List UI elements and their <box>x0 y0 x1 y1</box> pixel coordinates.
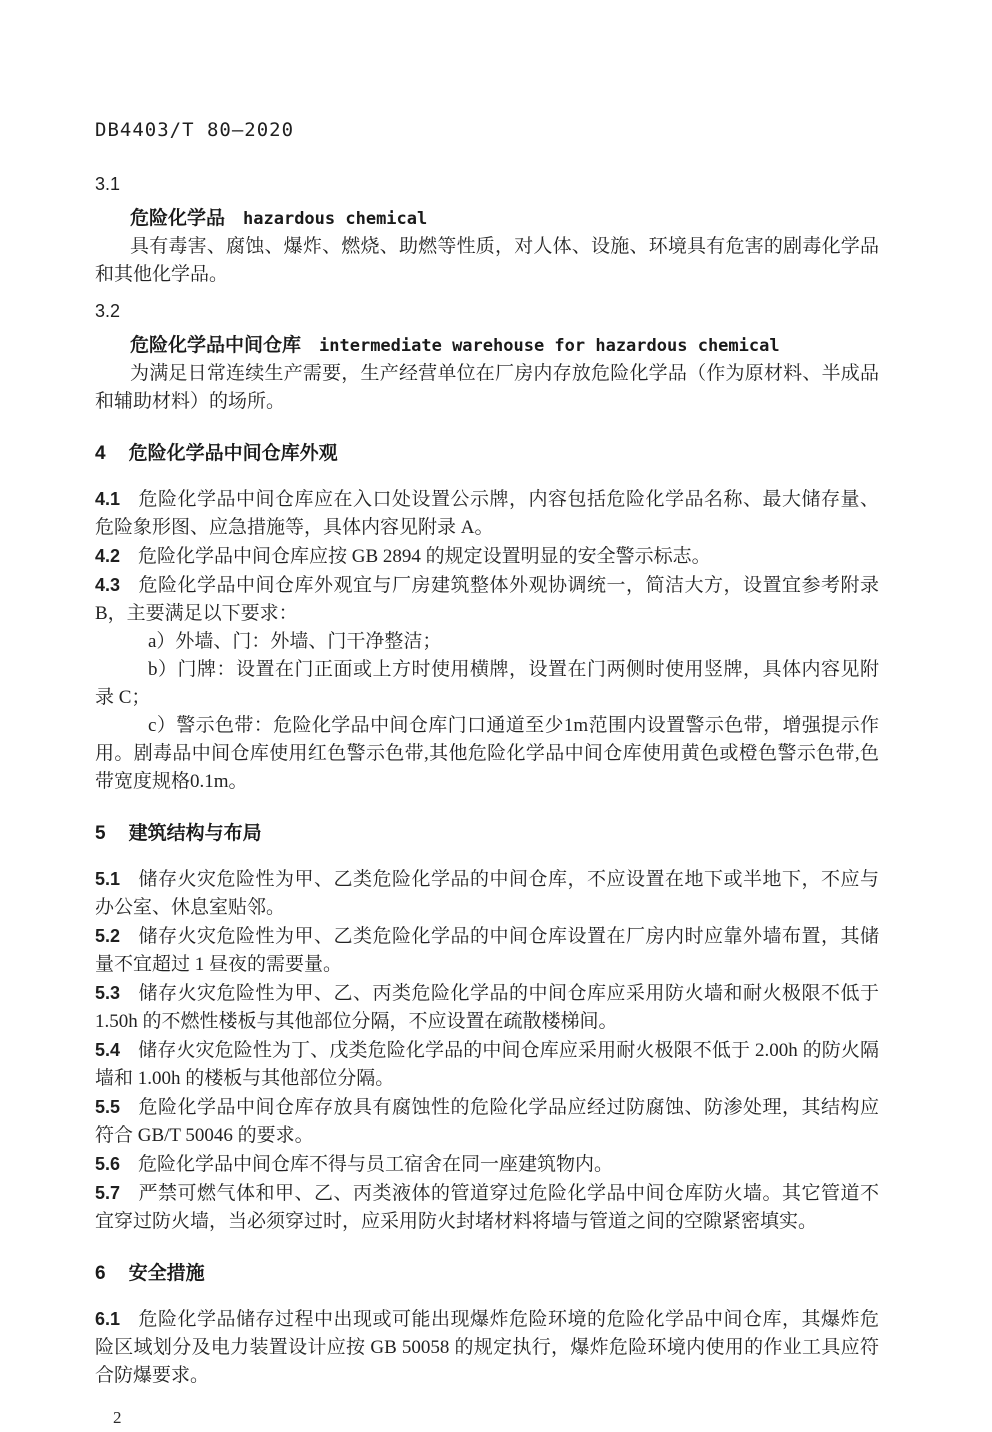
section-6 <box>95 1260 879 1390</box>
clause-5-3 <box>95 979 879 1036</box>
clause-text: 储存火灾危险性为丁、戊类危险化学品的中间仓库应采用耐火极限不低于 2.00h 的防火隔墙和 1.00h 的楼板与其他部位分隔。 <box>95 1040 879 1089</box>
clause-text: 储存火灾危险性为甲、乙类危险化学品的中间仓库设置在厂房内时应靠外墙布置，其储量不宜超过 1 昼夜的需要量。 <box>95 926 879 975</box>
clause-text: 危险化学品中间仓库不得与员工宿舍在同一座建筑物内。 <box>138 1154 614 1175</box>
term-title-3-1 <box>95 205 879 233</box>
term-definition-3-1: 具有毒害、腐蚀、爆炸、燃烧、助燃等性质，对人体、设施、环境具有危害的剧毒化学品和其他化学品。 <box>95 236 879 285</box>
term-zh: 危险化学品 <box>130 208 226 229</box>
clause-5-4 <box>95 1036 879 1093</box>
clause-text: 储存火灾危险性为甲、乙、丙类危险化学品的中间仓库应采用防火墙和耐火极限不低于 1.50h 的不燃性楼板与其他部位分隔，不应设置在疏散楼梯间。 <box>95 983 879 1032</box>
clause-number: 5.4 <box>95 1040 121 1060</box>
term-title-3-2 <box>95 332 879 360</box>
clause-5-1 <box>95 865 879 922</box>
section-4 <box>95 440 879 796</box>
document-code: DB4403/T 80—2020 <box>95 119 295 141</box>
term-number-3-2: 3.2 <box>95 301 121 321</box>
term-zh: 危险化学品中间仓库 <box>130 335 302 356</box>
terms-section <box>95 170 879 416</box>
section-title: 安全措施 <box>128 1263 205 1284</box>
page-number: 2 <box>113 1408 122 1427</box>
clause-number: 5.7 <box>95 1183 121 1203</box>
clause-number: 5.5 <box>95 1097 121 1117</box>
clause-text: 储存火灾危险性为甲、乙类危险化学品的中间仓库，不应设置在地下或半地下，不应与办公室、休息室贴邻。 <box>95 869 879 918</box>
section-5-heading <box>95 820 879 848</box>
clause-text: 危险化学品中间仓库外观宜与厂房建筑整体外观协调统一，简洁大方，设置宜参考附录 B，主要满足以下要求： <box>95 575 879 624</box>
clause-5-7 <box>95 1179 879 1236</box>
clause-number: 4.3 <box>95 575 121 595</box>
clause-text: 危险化学品中间仓库应在入口处设置公示牌，内容包括危险化学品名称、最大储存量、危险象形图、应急措施等，具体内容见附录 A。 <box>95 489 879 538</box>
clause-text: 严禁可燃气体和甲、乙、丙类液体的管道穿过危险化学品中间仓库防火墙。其它管道不宜穿过防火墙，当必须穿过时，应采用防火封堵材料将墙与管道之间的空隙紧密填实。 <box>95 1183 879 1232</box>
section-4-heading <box>95 440 879 468</box>
clause-6-1 <box>95 1305 879 1390</box>
clause-4-1 <box>95 485 879 542</box>
clause-number: 5.6 <box>95 1154 121 1174</box>
clause-number: 4.1 <box>95 489 121 509</box>
subitem-a: a）外墙、门：外墙、门干净整洁； <box>148 631 442 652</box>
term-en: intermediate warehouse for hazardous chemical <box>319 336 780 356</box>
clause-number: 4.2 <box>95 546 121 566</box>
section-number: 5 <box>95 823 106 844</box>
clause-4-2 <box>95 542 879 571</box>
subitem-b: b）门牌：设置在门正面或上方时使用横牌，设置在门两侧时使用竖牌，具体内容见附录 C； <box>95 659 879 708</box>
clause-5-5 <box>95 1093 879 1150</box>
clause-number: 5.1 <box>95 869 121 889</box>
section-title: 建筑结构与布局 <box>128 823 262 844</box>
clause-5-2 <box>95 922 879 979</box>
clause-text: 危险化学品中间仓库应按 GB 2894 的规定设置明显的安全警示标志。 <box>138 546 711 567</box>
clause-number: 6.1 <box>95 1309 121 1329</box>
subitem-c: c）警示色带：危险化学品中间仓库门口通道至少1m范围内设置警示色带，增强提示作用。剧毒品中间仓库使用红色警示色带,其他危险化学品中间仓库使用黄色或橙色警示色带,色带宽度规格0.1m。 <box>95 715 879 792</box>
section-number: 4 <box>95 443 106 464</box>
section-6-heading <box>95 1260 879 1288</box>
section-number: 6 <box>95 1263 106 1284</box>
clause-number: 5.2 <box>95 926 121 946</box>
clause-number: 5.3 <box>95 983 121 1003</box>
clause-text: 危险化学品中间仓库存放具有腐蚀性的危险化学品应经过防腐蚀、防渗处理，其结构应符合 GB/T 50046 的要求。 <box>95 1097 879 1146</box>
clause-5-6 <box>95 1150 879 1179</box>
clause-4-3 <box>95 571 879 628</box>
clause-text: 危险化学品储存过程中出现或可能出现爆炸危险环境的危险化学品中间仓库，其爆炸危险区域划分及电力装置设计应按 GB 50058 的规定执行，爆炸危险环境内使用的作业工具应符合防爆要求。 <box>95 1309 879 1386</box>
term-number-3-1: 3.1 <box>95 174 121 194</box>
term-definition-3-2: 为满足日常连续生产需要，生产经营单位在厂房内存放危险化学品（作为原材料、半成品和辅助材料）的场所。 <box>95 363 879 412</box>
term-en: hazardous chemical <box>243 209 428 229</box>
section-title: 危险化学品中间仓库外观 <box>128 443 338 464</box>
section-5 <box>95 820 879 1236</box>
